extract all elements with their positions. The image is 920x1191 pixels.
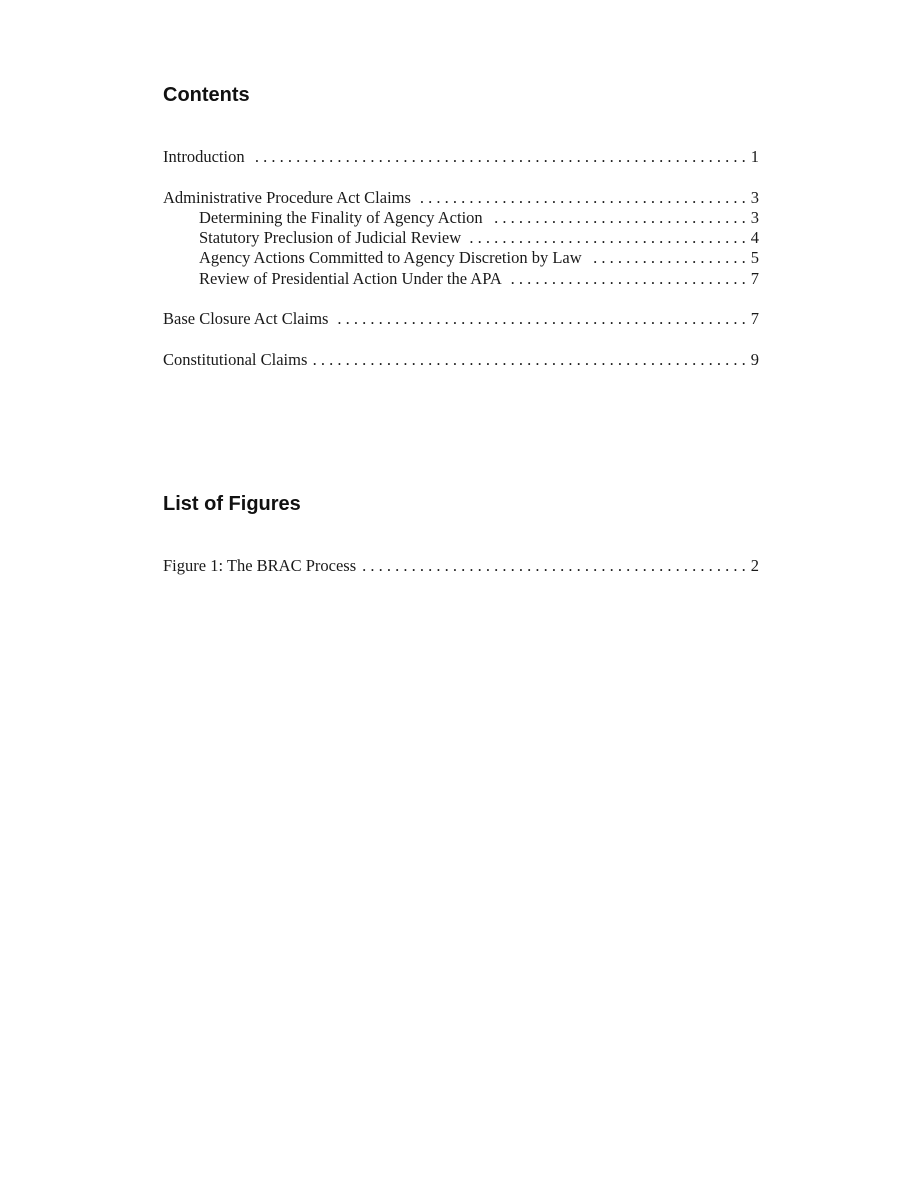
figure-entry-brac-process[interactable] [163, 556, 759, 576]
toc-page-number: 3 [750, 207, 759, 227]
toc-entry-title: Introduction [163, 147, 245, 166]
toc-page-number: 7 [750, 268, 759, 288]
toc-entry-title: Agency Actions Committed to Agency Discretion by Law [199, 248, 582, 268]
toc-dot-leader [251, 147, 746, 167]
toc-dot-leader [313, 350, 745, 370]
toc-page-number: 3 [750, 187, 759, 207]
toc-entry-statutory-preclusion[interactable] [163, 228, 759, 248]
toc-entry-agency-discretion[interactable] [163, 248, 759, 268]
toc-entry-finality[interactable] [163, 208, 759, 228]
toc-dot-leader [588, 248, 746, 268]
toc-dot-leader [362, 556, 746, 576]
toc-page-number: 2 [750, 556, 759, 575]
toc-dot-leader [467, 228, 746, 248]
toc-entry-apa-claims[interactable] [163, 188, 759, 208]
toc-entry-constitutional[interactable] [163, 350, 759, 370]
figure-entry-title: Figure 1: The BRAC Process [163, 556, 357, 575]
toc-entry-title: Determining the Finality of Agency Action [199, 207, 483, 227]
toc-dot-leader [508, 269, 746, 289]
toc-dot-leader [334, 309, 745, 329]
toc-dot-leader [417, 188, 746, 208]
contents-heading: Contents [163, 84, 250, 106]
toc-entry-base-closure[interactable] [163, 309, 759, 329]
toc-dot-leader [489, 208, 746, 228]
figures-list [163, 556, 759, 576]
toc-entry-title: Administrative Procedure Act Claims [163, 187, 411, 207]
toc-entry-presidential-action[interactable] [163, 269, 759, 289]
contents-list [163, 147, 759, 370]
toc-entry-introduction[interactable] [163, 147, 759, 167]
toc-page-number: 4 [750, 228, 759, 248]
toc-page-number: 7 [750, 309, 759, 329]
toc-entry-title: Base Closure Act Claims [163, 309, 329, 329]
toc-page-number: 1 [750, 147, 759, 166]
toc-entry-title: Constitutional Claims [163, 349, 308, 369]
figures-heading: List of Figures [163, 493, 301, 515]
toc-page-number: 9 [750, 349, 759, 369]
toc-page-number: 5 [750, 248, 759, 268]
toc-entry-title: Statutory Preclusion of Judicial Review [199, 228, 462, 248]
toc-entry-title: Review of Presidential Action Under the APA [199, 268, 502, 288]
